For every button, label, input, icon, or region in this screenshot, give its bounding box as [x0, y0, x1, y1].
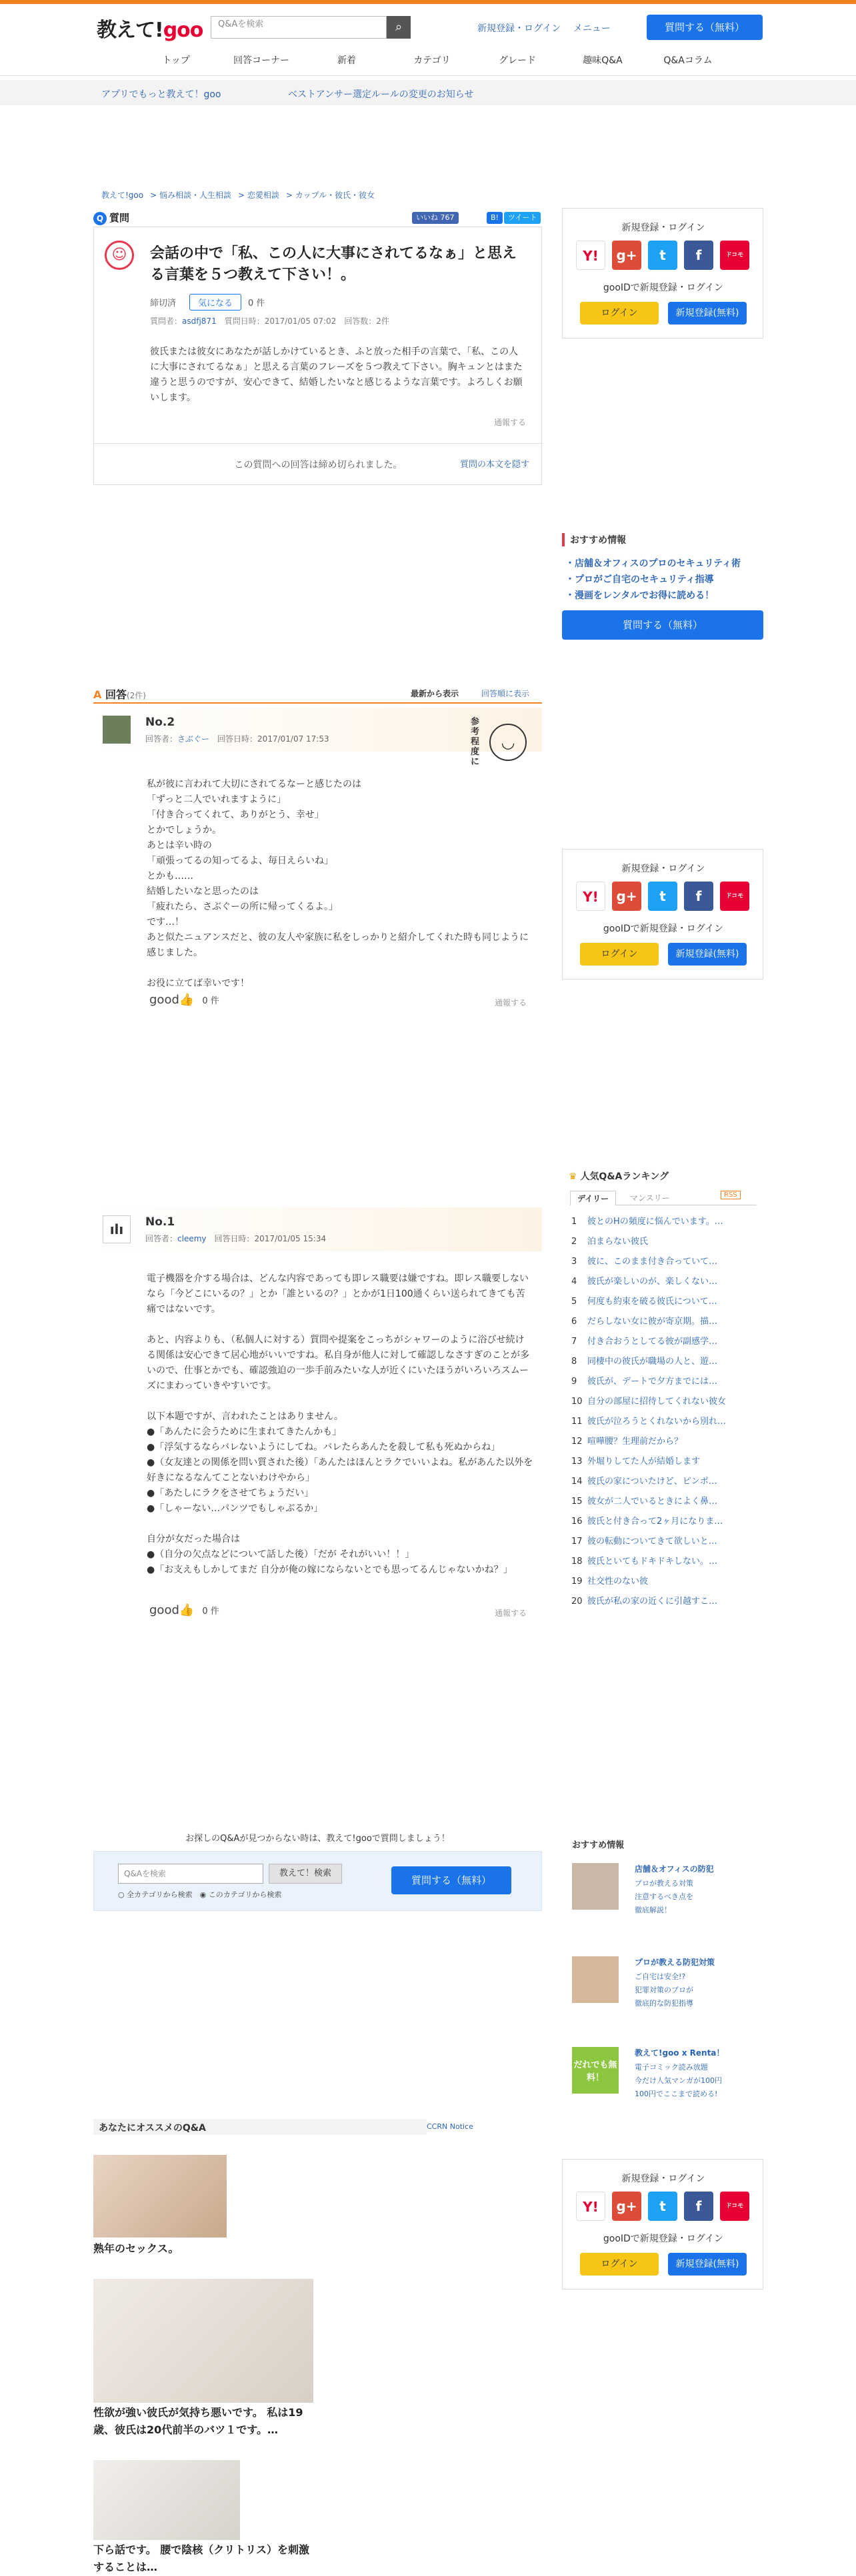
- site-logo[interactable]: 教えて!goo: [97, 19, 203, 42]
- facebook-icon[interactable]: f: [684, 241, 713, 270]
- register-button[interactable]: 新規登録(無料): [668, 302, 747, 324]
- thumb-icon: 👍: [179, 993, 195, 1007]
- kininaru-count: 0 件: [248, 299, 265, 309]
- like-button[interactable]: いいね 767: [412, 212, 459, 224]
- ranking-tabs: [570, 1189, 757, 1205]
- answerer-avatar: ılı: [103, 1215, 131, 1243]
- ranking-item[interactable]: 18 彼氏といてもドキドキしない。…: [571, 1557, 718, 1567]
- question-icon: Q: [93, 212, 107, 225]
- ranking-item[interactable]: 15 彼女が二人でいるときによく鼻…: [571, 1497, 718, 1507]
- ranking-item[interactable]: 14 彼氏の家についたけど、ピンポ…: [571, 1477, 717, 1487]
- answer-card-2: [93, 708, 542, 1021]
- ranking-item[interactable]: 2 泊まらない彼氏: [571, 1237, 649, 1247]
- question-body: 彼氏または彼女にあなたが話しかけているとき、ふと放った相手の言葉で、「私、この人に大事にされてるなぁ」と思える言葉のフレーズを５つ教えて下さい。胸キュンとはまた違うと思うのですが、安心できて、結婚したいなと感じるような言葉です。よろしくお願いします。: [150, 346, 523, 403]
- menu-link[interactable]: メニュー: [573, 23, 611, 34]
- login-title: 新規登録・ログイン: [621, 223, 705, 233]
- answer-number: No.1: [145, 1215, 175, 1229]
- free-badge: だれでも無料！: [572, 2047, 619, 2094]
- google-plus-icon[interactable]: g+: [612, 2192, 641, 2221]
- reference-stamp: 参考程度に: [471, 717, 480, 767]
- search-scope: ○ 全カテゴリから検索 ◉ このカテゴリから検索: [118, 1890, 282, 1899]
- ranking-item[interactable]: 3 彼に、このまま付き合っていて…: [571, 1257, 718, 1267]
- docomo-icon[interactable]: ドコモ: [720, 2192, 749, 2221]
- radio-category[interactable]: ◉: [199, 1890, 209, 1899]
- ccrn-notice[interactable]: CCRN Notice: [427, 2122, 473, 2131]
- answer-body: 私が彼に言われて大切にされてるなーと感じたのは 「ずっと二人でいれますように」 「付き合ってくれて、ありがとう、幸せ」 とかでしょうか。 あとは辛い時の 「頑張ってるの知ってるよ、毎日えらいね」 とかも…… 結婚したいなと思ったのは 「疲れたら、さぶぐーの所に帰ってくるよ。」 です…！ あと似たニュアンスだと、彼の友人や家族に私をしっかりと紹介してくれた時も同じように感じました。 お役に立てば幸いです！: [147, 779, 529, 989]
- thumb-icon: 👍: [179, 1603, 195, 1617]
- recommend-title: おすすめ情報: [562, 533, 626, 546]
- login-sub: gooIDで新規登録・ログイン: [603, 283, 724, 293]
- yahoo-icon[interactable]: Y!: [576, 2192, 605, 2221]
- nav-hobby[interactable]: 趣味Q&A: [583, 55, 623, 66]
- ranking-item[interactable]: 9 彼氏が、デートで夕方までには…: [571, 1377, 718, 1387]
- login-link[interactable]: 新規登録・ログイン: [477, 23, 561, 34]
- sort-order[interactable]: 回答順に表示: [481, 689, 530, 698]
- facebook-icon[interactable]: f: [684, 2192, 713, 2221]
- ranking-item[interactable]: 17 彼の転動についてきて欲しいと…: [571, 1537, 717, 1547]
- ranking-item[interactable]: 5 何度も約束を破る彼氏について…: [571, 1297, 717, 1307]
- answer-body: 電子機器を介する場合は、どんな内容であっても即レス職要は嫌ですね。即レス職要しないなら「今どこにいるの？」とか「誰といるの？」とかが1日100通くらい送られてきても苦痛ではないです。 あと、内容よりも、（私個人に対する）質問や提案をこっちがシャワーのように浴びせ続ける関係は安心できて居心地がいいですね。私自身が他人に対して確認しなさすぎのことが多いので、仕事とかでも、確認強迫の一歩手前みたいな人が近くにいたほうがいろいろスムーズにまわっていきやすいです。 以下本題ですが、言われたことはありません。 ●「あんたに会うために生まれてきたんかも」 ●「浮気するならバレないようにしてね。バレたらあんたを殺して私も死ぬからね」 ●（女友達との関係を問い質された後）「あんたはほんとラクでいいよね。私があんた以外を好きになるなんてことないわけやから」 ●「あたしにラクをさせてちょうだい」 ●「しゃーない…パンツでもしゃぶるか」 自分が女だった場合は ●（自分の欠点などについて話した後）「だが それがいい！！」 ●「お支えもしかしてまだ 自分が俺の嫁にならないとでも思ってるんじゃないかね？」: [147, 1273, 533, 1575]
- recommended-image[interactable]: [93, 2279, 313, 2403]
- bottom-ask-button[interactable]: 質問する（無料）: [391, 1866, 511, 1894]
- ranking-item[interactable]: 19 社交性のない彼: [571, 1577, 649, 1587]
- ask-question-button[interactable]: 質問する（無料）: [647, 15, 763, 40]
- recommended-item-1[interactable]: 熟年のセックス。: [93, 2242, 179, 2255]
- nav-category[interactable]: カテゴリ: [413, 55, 451, 66]
- promo-image: [572, 1863, 619, 1910]
- facebook-icon[interactable]: f: [684, 882, 713, 911]
- nav-answer[interactable]: 回答コーナー: [233, 55, 289, 66]
- crumb-3[interactable]: 恋愛相談: [247, 191, 279, 200]
- login-button[interactable]: ログイン: [580, 943, 659, 966]
- answer-header-bar: [93, 1207, 542, 1251]
- side-ask-button[interactable]: 質問する（無料）: [562, 610, 763, 640]
- kininaru-button[interactable]: 気になる: [189, 294, 241, 311]
- bottom-search-input[interactable]: Q&Aを検索: [118, 1864, 263, 1884]
- login-button[interactable]: ログイン: [580, 302, 659, 324]
- ranking-item[interactable]: 4 彼氏が楽しいのが、楽しくない…: [571, 1277, 718, 1287]
- docomo-icon[interactable]: ドコモ: [720, 882, 749, 911]
- good-button[interactable]: good👍 0 件: [149, 993, 219, 1007]
- crumb-4[interactable]: カップル・彼氏・彼女: [295, 191, 375, 200]
- question-info: 質問者：asdfj871 質問日時：2017/01/05 07:02 回答数：2件: [150, 317, 389, 326]
- bookmark-icon[interactable]: B!: [487, 212, 503, 224]
- twitter-icon[interactable]: t: [648, 2192, 677, 2221]
- asker-avatar: ☺: [105, 241, 134, 270]
- ranking-item[interactable]: 13 外堀りしてた人が結婚します: [571, 1457, 701, 1467]
- login-button[interactable]: ログイン: [580, 2253, 659, 2275]
- answer-meta: 回答者：cleemy 回答日時：2017/01/05 15:34: [145, 1234, 327, 1243]
- recommended-image[interactable]: [93, 2155, 227, 2238]
- ranking-item[interactable]: 16 彼氏と付き合って2ヶ月になりま…: [571, 1517, 723, 1527]
- info-bar: [0, 80, 856, 105]
- hide-question-link[interactable]: 質問の本文を隠す: [459, 460, 529, 470]
- yahoo-icon[interactable]: Y!: [576, 241, 605, 270]
- rss-icon[interactable]: RSS: [721, 1191, 741, 1199]
- side-login-box-2: 新規登録・ログイン Y! g+ t f ドコモ gooIDで新規登録・ログイン ログイン 新規登録(無料): [562, 849, 763, 979]
- report-answer-link[interactable]: 通報する: [495, 1609, 527, 1618]
- answer-icon: A: [93, 688, 105, 701]
- promo-image: [572, 1956, 619, 2003]
- notfound-search-box: [93, 1851, 542, 1911]
- recommend-item[interactable]: ・漫画をレンタルでお得に読める！: [565, 590, 715, 601]
- recommend-item[interactable]: ・プロがご自宅のセキュリティ指導: [565, 574, 714, 585]
- recommend-item[interactable]: ・店舗＆オフィスのプロのセキュリティ術: [565, 558, 741, 569]
- question-section-title: Q 質問: [93, 211, 129, 225]
- ranking-title: ♛ 人気Q&Aランキング: [569, 1171, 669, 1182]
- nav-new[interactable]: 新着: [337, 55, 356, 66]
- tab-monthly[interactable]: マンスリー: [630, 1193, 670, 1203]
- header-search-input[interactable]: Q&Aを検索: [211, 16, 387, 39]
- answer-number: No.2: [145, 716, 175, 729]
- promo-block-2[interactable]: プロが教える防犯対策 ご自宅は安全!? 犯罪対策のプロが 徹底的な防犯指導: [572, 1956, 763, 2016]
- tweet-button[interactable]: ツイート: [504, 212, 541, 224]
- report-question-link[interactable]: 通報する: [494, 418, 527, 427]
- ranking-box: [562, 1169, 763, 1649]
- character-icon: ◡: [489, 724, 527, 761]
- ranking-item[interactable]: 12 喧嘩腰？生理前だから？: [571, 1437, 683, 1447]
- question-closed-notice: この質問への回答は締め切られました。 質問の本文を隠す: [94, 443, 543, 486]
- register-button[interactable]: 新規登録(無料): [668, 2253, 747, 2275]
- side-login-box-3: 新規登録・ログイン Y! g+ t f ドコモ gooIDで新規登録・ログイン ログイン 新規登録(無料): [562, 2159, 763, 2289]
- ranking-item[interactable]: 7 付き合おうとしてる彼が副感学…: [571, 1337, 718, 1347]
- breadcrumb: 教えて!goo > 悩み相談・人生相談 > 恋愛相談 > カップル・彼氏・彼女: [101, 191, 375, 200]
- nav-column[interactable]: Q&Aコラム: [663, 55, 713, 66]
- recommended-image[interactable]: [93, 2460, 240, 2540]
- google-plus-icon[interactable]: g+: [612, 882, 641, 911]
- promo-block-1[interactable]: 店舗＆オフィスの防犯 プロが教える対策 注意するべき点を 徹底解説！: [572, 1863, 763, 1923]
- global-nav: [133, 53, 731, 73]
- crumb-1[interactable]: 教えて!goo: [101, 191, 144, 200]
- recommend-list: [565, 556, 741, 604]
- register-button[interactable]: 新規登録(無料): [668, 943, 747, 966]
- nav-top[interactable]: トップ: [162, 55, 190, 66]
- twitter-icon[interactable]: t: [648, 882, 677, 911]
- header-links: [477, 21, 620, 35]
- tab-daily[interactable]: デイリー: [570, 1191, 616, 1205]
- ranking-item[interactable]: 8 同棲中の彼氏が職場の人と、遊…: [571, 1357, 718, 1367]
- answer-meta: 回答者：さぶぐー 回答日時：2017/01/07 17:53: [145, 734, 329, 744]
- asker-link[interactable]: asdfj871: [182, 317, 217, 326]
- report-answer-link[interactable]: 通報する: [495, 998, 527, 1007]
- answers-header: A 回答(2件) 最新から表示 回答順に表示: [93, 686, 542, 704]
- twitter-icon[interactable]: t: [648, 241, 677, 270]
- answerer-link[interactable]: さぶぐー: [177, 734, 210, 744]
- ranking-item[interactable]: 10 自分の部屋に招待してくれない彼女: [571, 1397, 727, 1407]
- notice-link[interactable]: ベストアンサー選定ルールの変更のお知らせ: [288, 89, 474, 100]
- sort-newest[interactable]: 最新から表示: [411, 689, 459, 698]
- side-login-box-1: [562, 208, 763, 338]
- google-plus-icon[interactable]: g+: [612, 241, 641, 270]
- crown-icon: ♛: [569, 1171, 581, 1182]
- ranking-item[interactable]: 1 彼とのHの頻度に悩んでいます。…: [571, 1217, 723, 1227]
- good-button[interactable]: good👍 0 件: [149, 1603, 219, 1617]
- promo-title: おすすめ情報: [572, 1840, 625, 1850]
- bottom-search-button[interactable]: 教えて！検索: [269, 1864, 342, 1884]
- site-header: [0, 4, 856, 76]
- promo-block-3[interactable]: だれでも無料！ 教えて!goo x Renta！ 電子コミック読み放題 今だけ人気マンガが100円 100円でここまで読める!: [572, 2047, 763, 2107]
- app-link[interactable]: アプリでもっと教えて！goo: [101, 89, 221, 100]
- recommended-item-2[interactable]: 性欲が強い彼氏が気持ち悪いです。 私は19歳、彼氏は20代前半のバツ１です。…: [93, 2406, 303, 2436]
- ranking-item[interactable]: 6 だらしない女に彼が寄京期。描…: [571, 1317, 718, 1327]
- crumb-2[interactable]: 悩み相談・人生相談: [159, 191, 232, 200]
- question-title: 会話の中で「私、この人に大事にされてるなぁ」と思える言葉を５つ教えて下さい！。: [150, 245, 517, 283]
- recommended-item-3[interactable]: 下ら話です。 腰で陰核（クリトリス）を刺激することは…: [93, 2543, 309, 2573]
- answerer-link[interactable]: cleemy: [177, 1234, 207, 1243]
- yahoo-icon[interactable]: Y!: [576, 882, 605, 911]
- question-status: 締切済 気になる 0 件: [150, 294, 265, 311]
- magnifier-icon[interactable]: ⌕: [387, 16, 411, 39]
- radio-all[interactable]: ○: [118, 1890, 127, 1899]
- recommended-qa-title: あなたにオススメのQ&A: [93, 2119, 427, 2135]
- ranking-item[interactable]: 11 彼氏が泣ろうとくれないから別れ…: [571, 1417, 727, 1427]
- ranking-list: [571, 1213, 758, 1613]
- docomo-icon[interactable]: ドコモ: [720, 241, 749, 270]
- notfound-text: お探しのQ&Aが見つからない時は、教えて!gooで質問しましょう！: [185, 1834, 450, 1844]
- question-card: [93, 227, 542, 485]
- ranking-item[interactable]: 20 彼氏が私の家の近くに引越すこ…: [571, 1597, 718, 1607]
- answerer-avatar: [103, 716, 131, 744]
- answer-card-1: [93, 1207, 542, 1634]
- nav-grade[interactable]: グレード: [499, 55, 536, 66]
